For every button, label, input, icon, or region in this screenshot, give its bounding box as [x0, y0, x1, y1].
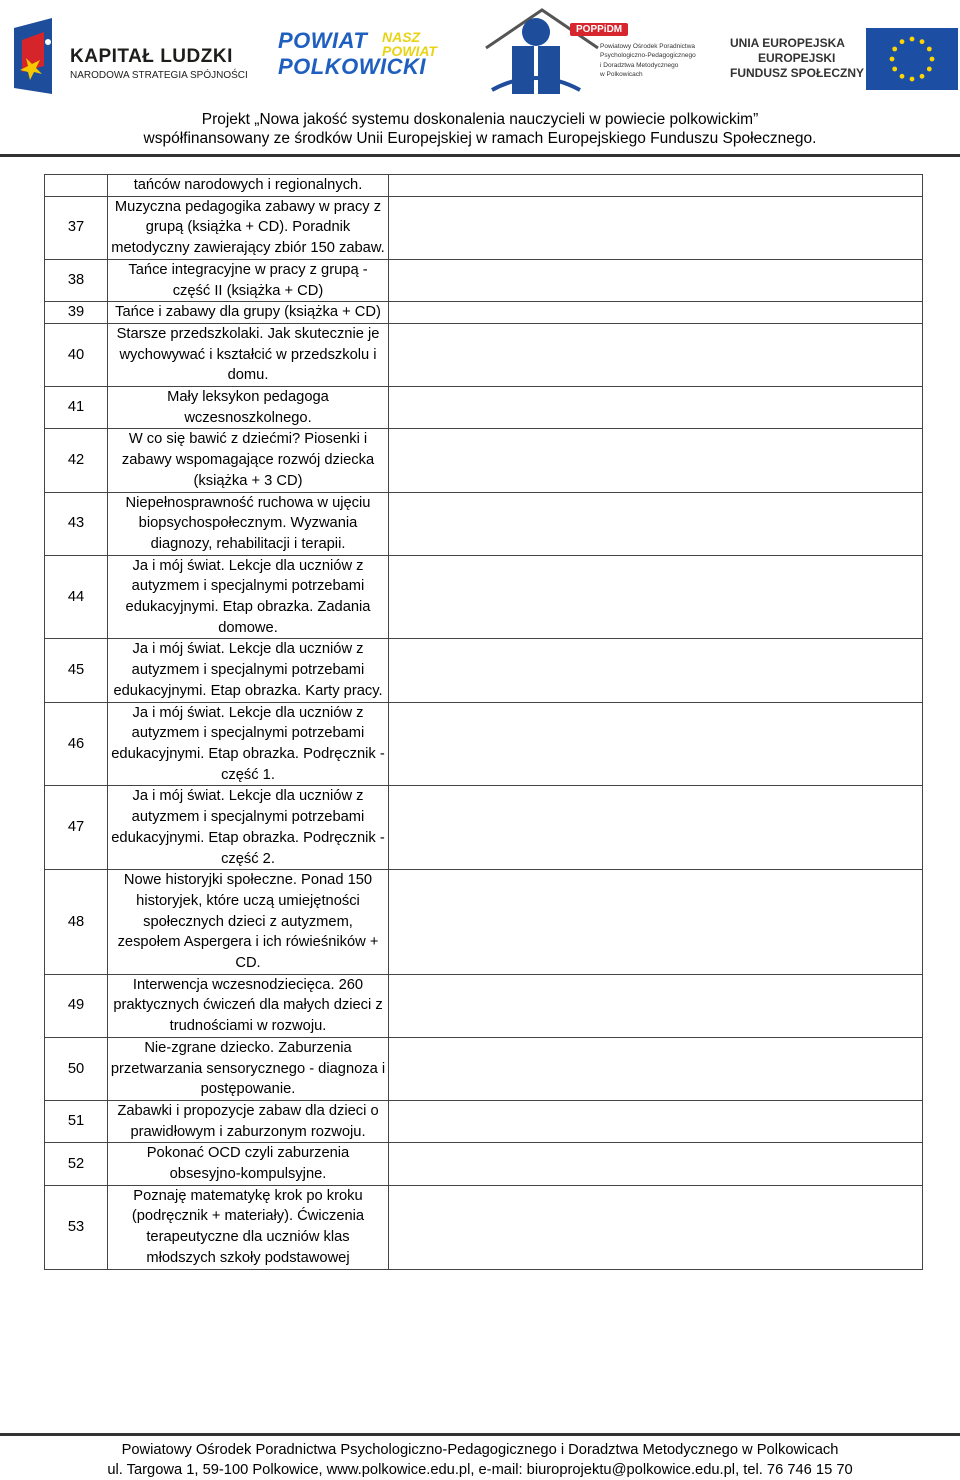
poppidm-line-2: Psychologiczno-Pedagogicznego: [600, 52, 696, 60]
powiat-polkowicki-logo: [278, 28, 438, 88]
project-line-1: Projekt „Nowa jakość systemu doskonalenia nauczycieli w powiecie polkowickim”: [201, 111, 759, 128]
table-row: [45, 974, 923, 1037]
row-title: tańców narodowych i regionalnych.: [108, 175, 389, 197]
eu-flag-icon: [866, 28, 958, 90]
row-empty-cell: [389, 259, 923, 301]
row-title: Muzyczna pedagogika zabawy w pracy z grupą (książka + CD). Poradnik metodyczny zawierający zbiór 150 zabaw.: [108, 196, 389, 259]
table-row: [45, 1143, 923, 1185]
row-number: 50: [45, 1037, 108, 1100]
footer-line-1: Powiatowy Ośrodek Poradnictwa Psychologiczno-Pedagogicznego i Doradztwa Metodycznego w Polkowicach: [121, 1442, 839, 1458]
table-row: [45, 302, 923, 324]
header-divider: [0, 154, 960, 157]
poppidm-emblem-icon: [482, 6, 602, 98]
row-title: W co się bawić z dziećmi? Piosenki i zabawy wspomagające rozwój dziecka (książka + 3 CD): [108, 429, 389, 492]
poppidm-line-3: i Doradztwa Metodycznego: [600, 61, 679, 69]
poppidm-line-1: Powiatowy Ośrodek Poradnictwa: [600, 43, 696, 50]
row-empty-cell: [389, 1100, 923, 1142]
poppidm-name: [600, 42, 696, 80]
row-title: Interwencja wczesnodziecięca. 260 praktycznych ćwiczeń dla małych dzieci z trudnościami w rozwoju.: [108, 974, 389, 1037]
row-title: Niepełnosprawność ruchowa w ujęciu biopsychospołecznym. Wyzwania diagnozy, rehabilitacji i terapii.: [108, 492, 389, 555]
row-number: 51: [45, 1100, 108, 1142]
row-title: Mały leksykon pedagoga wczesnoszkolnego.: [108, 387, 389, 429]
row-empty-cell: [389, 555, 923, 639]
table-row: [45, 786, 923, 870]
project-info: [0, 110, 960, 148]
row-number: 41: [45, 387, 108, 429]
row-title: Poznaję matematykę krok po kroku (podręcznik + materiały). Ćwiczenia terapeutyczne dla uczniów klas młodszych szkoły podstawowej: [108, 1185, 389, 1269]
row-title: Nie-zgrane dziecko. Zaburzenia przetwarzania sensorycznego - diagnoza i postępowanie.: [108, 1037, 389, 1100]
row-empty-cell: [389, 639, 923, 702]
table-row: [45, 1037, 923, 1100]
logo-bar: [0, 0, 960, 104]
powiat-line-1: POWIAT: [278, 28, 368, 53]
row-title: Ja i mój świat. Lekcje dla uczniów z autyzmem i specjalnymi potrzebami edukacyjnymi. Etap obrazka. Podręcznik - część 2.: [108, 786, 389, 870]
kapital-ludzki-title: KAPITAŁ LUDZKI: [70, 46, 233, 67]
row-number: 45: [45, 639, 108, 702]
kapital-ludzki-subtitle: NARODOWA STRATEGIA SPÓJNOŚCI: [70, 70, 248, 81]
book-list-table: [44, 174, 923, 1270]
row-empty-cell: [389, 1037, 923, 1100]
row-title: Ja i mój świat. Lekcje dla uczniów z autyzmem i specjalnymi potrzebami edukacyjnymi. Etap obrazka. Zadania domowe.: [108, 555, 389, 639]
row-number: 40: [45, 323, 108, 386]
table-row: [45, 1100, 923, 1142]
row-number: 46: [45, 702, 108, 786]
row-title: Zabawki i propozycje zabaw dla dzieci o prawidłowym i zaburzonym rozwoju.: [108, 1100, 389, 1142]
kapital-ludzki-logo: [8, 18, 248, 98]
eu-line-1: UNIA EUROPEJSKA: [730, 36, 845, 50]
poppidm-badge: POPPiDM: [570, 23, 628, 36]
row-empty-cell: [389, 323, 923, 386]
row-number: 42: [45, 429, 108, 492]
row-empty-cell: [389, 387, 923, 429]
table-row: [45, 702, 923, 786]
project-line-2: współfinansowany ze środków Unii Europejskiej w ramach Europejskiego Funduszu Społecznego.: [143, 130, 817, 147]
kapital-ludzki-star-icon: [8, 18, 64, 98]
powiat-line-2: POLKOWICKI: [278, 54, 426, 79]
row-empty-cell: [389, 196, 923, 259]
table-row: [45, 387, 923, 429]
row-empty-cell: [389, 870, 923, 975]
table-row: [45, 492, 923, 555]
row-empty-cell: [389, 702, 923, 786]
row-number: 43: [45, 492, 108, 555]
row-title: Tańce integracyjne w pracy z grupą - część II (książka + CD): [108, 259, 389, 301]
row-number: 38: [45, 259, 108, 301]
row-empty-cell: [389, 1143, 923, 1185]
table-row: [45, 259, 923, 301]
row-number: [45, 175, 108, 197]
table-row: [45, 555, 923, 639]
table-row: [45, 870, 923, 975]
row-number: 52: [45, 1143, 108, 1185]
row-empty-cell: [389, 175, 923, 197]
poppidm-line-4: w Polkowicach: [600, 71, 643, 79]
row-number: 37: [45, 196, 108, 259]
eu-text: [730, 36, 864, 81]
row-empty-cell: [389, 429, 923, 492]
table-row: [45, 639, 923, 702]
row-title: Pokonać OCD czyli zaburzenia obsesyjno-kompulsyjne.: [108, 1143, 389, 1185]
row-title: Ja i mój świat. Lekcje dla uczniów z autyzmem i specjalnymi potrzebami edukacyjnymi. Etap obrazka. Karty pracy.: [108, 639, 389, 702]
footer: [0, 1440, 960, 1480]
row-number: 39: [45, 302, 108, 324]
table-row: [45, 196, 923, 259]
row-number: 53: [45, 1185, 108, 1269]
row-number: 49: [45, 974, 108, 1037]
row-title: Starsze przedszkolaki. Jak skutecznie je wychowywać i kształcić w przedszkolu i domu.: [108, 323, 389, 386]
row-number: 44: [45, 555, 108, 639]
row-empty-cell: [389, 492, 923, 555]
table-row: [45, 1185, 923, 1269]
table-row: [45, 175, 923, 197]
nasz-powiat-tagline: NASZ POWIAT: [382, 29, 437, 59]
row-number: 48: [45, 870, 108, 975]
row-empty-cell: [389, 302, 923, 324]
table-row: [45, 323, 923, 386]
poppidm-logo: [482, 6, 696, 98]
footer-divider: [0, 1433, 960, 1436]
row-empty-cell: [389, 974, 923, 1037]
eu-line-3: FUNDUSZ SPOŁECZNY: [730, 66, 865, 80]
row-title: Tańce i zabawy dla grupy (książka + CD): [108, 302, 389, 324]
table-row: [45, 429, 923, 492]
row-empty-cell: [389, 786, 923, 870]
eu-line-2: EUROPEJSKI: [758, 51, 836, 65]
row-title: Nowe historyjki społeczne. Ponad 150 historyjek, które uczą umiejętności społecznych dzieci z autyzmem, zespołem Aspergera i ich rówieśników + CD.: [108, 870, 389, 975]
eu-logo: [726, 28, 958, 92]
row-title: Ja i mój świat. Lekcje dla uczniów z autyzmem i specjalnymi potrzebami edukacyjnymi. Etap obrazka. Podręcznik - część 1.: [108, 702, 389, 786]
row-empty-cell: [389, 1185, 923, 1269]
footer-line-2: ul. Targowa 1, 59-100 Polkowice, www.polkowice.edu.pl, e-mail: biuroprojektu@polkowice.edu.pl, tel. 76 746 15 70: [107, 1462, 853, 1478]
book-list-body: [45, 175, 923, 1270]
row-number: 47: [45, 786, 108, 870]
